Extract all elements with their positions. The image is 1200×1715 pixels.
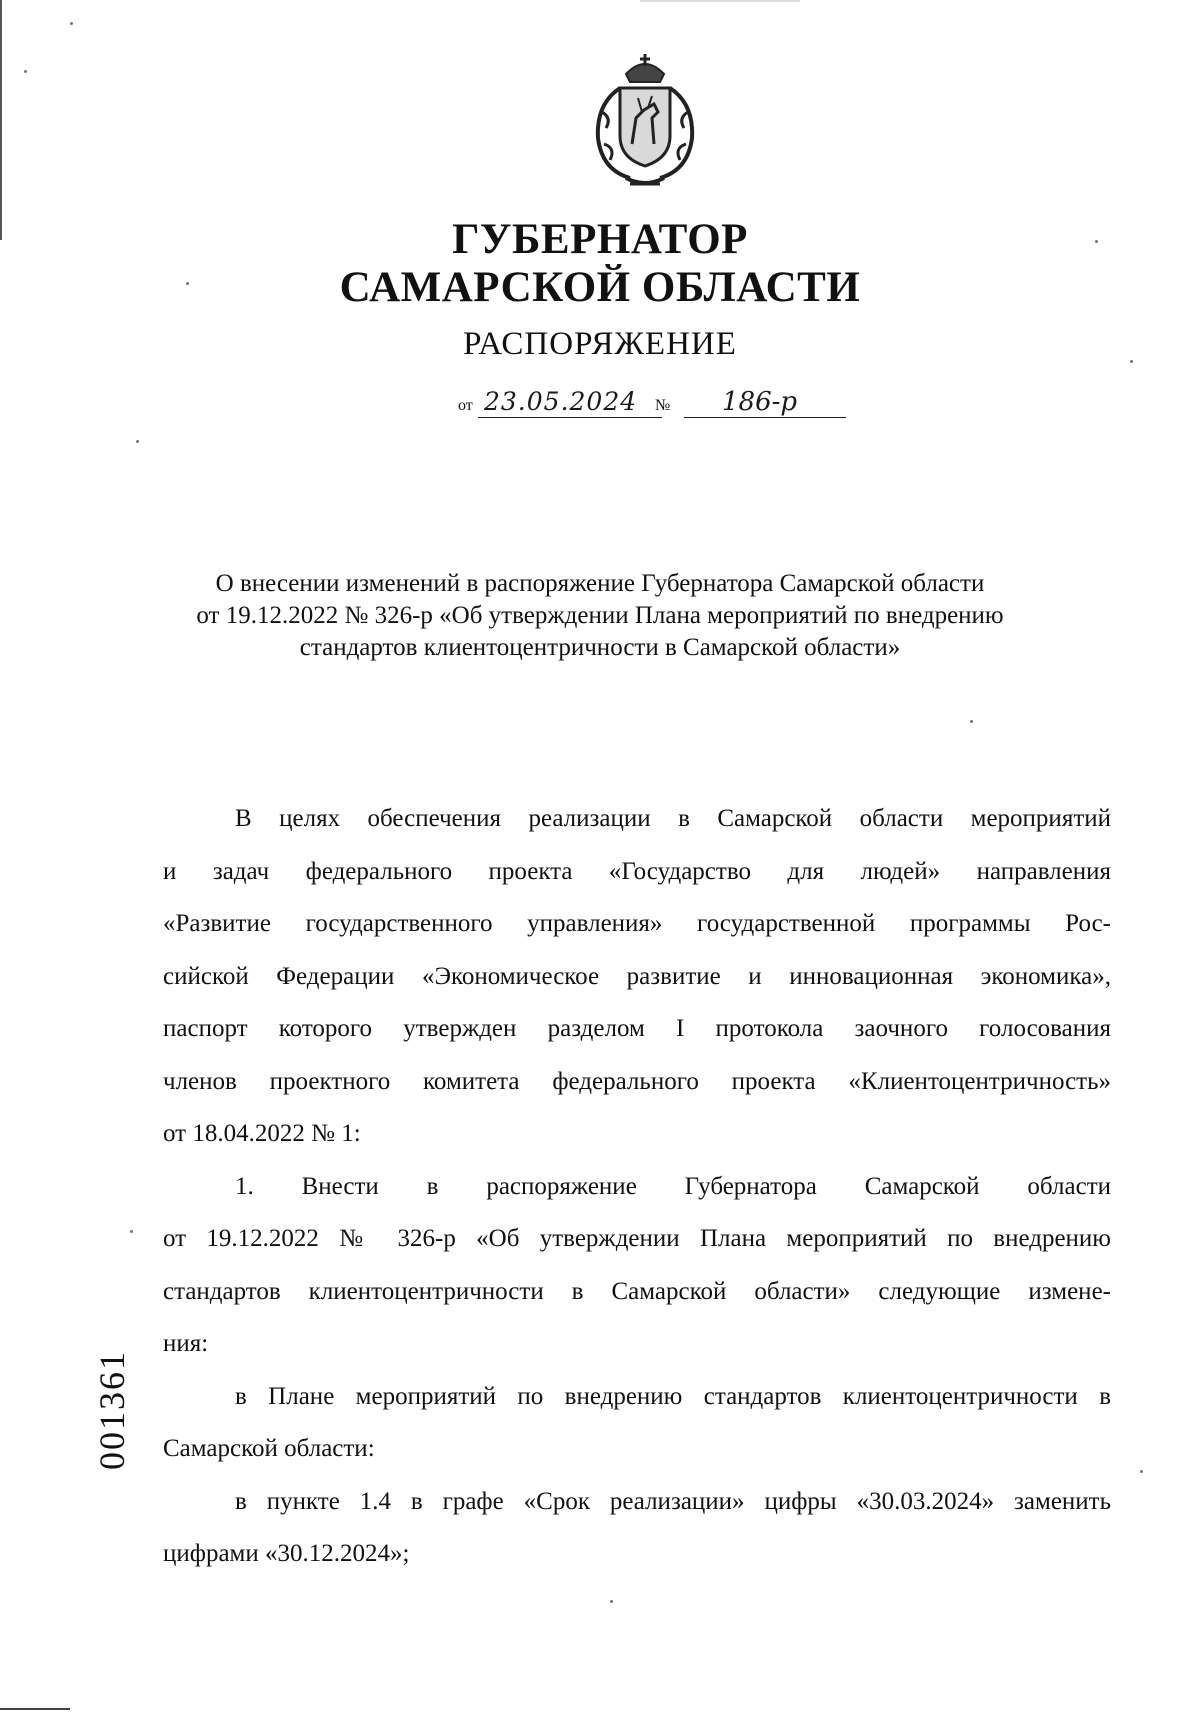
scan-speck xyxy=(610,1600,613,1603)
subject-line: О внесении изменений в распоряжение Губернатора Самарской области xyxy=(215,570,985,597)
preamble-line: паспорт которого утвержден разделом I протокола заочного голосования xyxy=(163,1015,1111,1042)
number-underline xyxy=(684,417,846,418)
number-sign: № xyxy=(655,397,671,414)
samara-coat-of-arms-icon xyxy=(586,52,704,190)
document-body xyxy=(163,793,1111,1581)
scan-speck xyxy=(70,22,73,25)
preamble-line: сийской Федерации «Экономическое развитие и инновационная экономика», xyxy=(163,962,1111,990)
point-line: цифрами «30.12.2024»; xyxy=(163,1540,410,1567)
point-line: в пункте 1.4 в графе «Срок реализации» цифры «30.03.2024» заменить xyxy=(235,1487,1111,1515)
registration-stamp: 001361 xyxy=(92,1350,132,1470)
scan-speck xyxy=(130,1230,133,1233)
scan-mark xyxy=(640,0,800,2)
item-line: 1. Внести в распоряжение Губернатора Самарской области xyxy=(235,1172,1111,1200)
scan-speck xyxy=(970,720,973,723)
registration-line xyxy=(458,387,848,423)
scan-mark xyxy=(0,1708,70,1710)
scan-speck xyxy=(136,440,139,443)
plan-line: в Плане мероприятий по внедрению стандартов клиентоцентричности в xyxy=(235,1382,1111,1410)
date-prefix: от xyxy=(458,397,473,414)
item-line: ния: xyxy=(163,1330,209,1357)
preamble-line: от 18.04.2022 № 1: xyxy=(163,1120,361,1147)
handwritten-number: 186-р xyxy=(722,387,798,417)
issuer-title: ГУБЕРНАТОР xyxy=(452,216,748,263)
scan-speck xyxy=(1140,1470,1143,1473)
preamble-line: В целях обеспечения реализации в Самарской области мероприятий xyxy=(235,805,1111,832)
handwritten-date: 23.05.2024 xyxy=(484,387,638,416)
preamble-line: «Развитие государственного управления» государственной программы Рос- xyxy=(163,910,1111,937)
item-line: от 19.12.2022 № 326-р «Об утверждении Плана мероприятий по внедрению xyxy=(163,1225,1111,1252)
scan-edge xyxy=(0,0,2,240)
document-subject xyxy=(170,568,1030,664)
subject-line: стандартов клиентоцентричности в Самарской области» xyxy=(299,634,901,661)
scan-speck xyxy=(24,70,27,73)
date-underline xyxy=(478,417,662,418)
item-line: стандартов клиентоцентричности в Самарской области» следующие измене- xyxy=(163,1277,1111,1305)
issuer-region: САМАРСКОЙ ОБЛАСТИ xyxy=(339,264,861,311)
preamble-line: членов проектного комитета федерального проекта «Клиентоцентричность» xyxy=(163,1067,1111,1095)
preamble-line: и задач федерального проекта «Государство для людей» направления xyxy=(163,857,1111,885)
document-type: РАСПОРЯЖЕНИЕ xyxy=(463,326,737,362)
plan-line: Самарской области: xyxy=(163,1435,375,1462)
subject-line: от 19.12.2022 № 326-р «Об утверждении Плана мероприятий по внедрению xyxy=(196,602,1004,629)
